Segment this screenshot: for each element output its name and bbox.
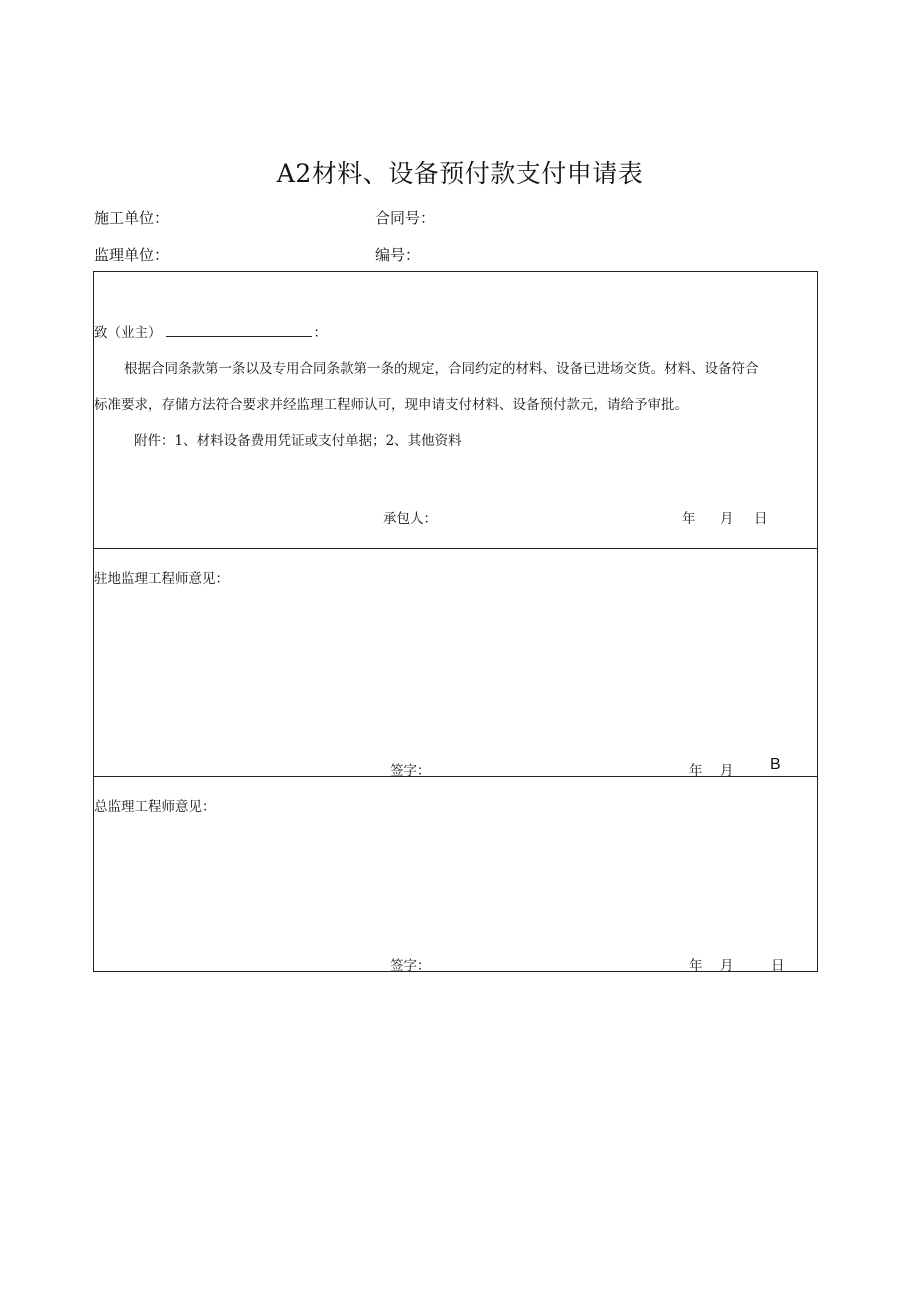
date-year-label: 年 [689, 958, 703, 974]
chief-engineer-opinion-heading: 总监理工程师意见： [94, 799, 216, 815]
date-year-label: 年 [689, 763, 703, 779]
date-month-label: 月 [720, 763, 734, 779]
section-divider [94, 776, 817, 777]
contractor-signer-label: 承包人： [383, 511, 437, 527]
recipient-blank[interactable] [166, 323, 312, 337]
page-title: A2材料、设备预付款支付申请表 [276, 159, 644, 188]
date-day-label: B [770, 756, 781, 773]
chief-engineer-sign-label: 签字： [390, 958, 431, 974]
application-form-table [93, 271, 818, 972]
request-paragraph-line1: 根据合同条款第一条以及专用合同条款第一条的规定，合同约定的材料、设备已进场交货。材料、设备符合 [124, 361, 759, 377]
attachment-line: 附件：1、材料设备费用凭证或支付单据；2、其他资料 [134, 433, 462, 449]
date-day-label: 日 [771, 958, 785, 974]
contract-no-label: 合同号： [375, 209, 436, 227]
supervision-unit-label: 监理单位： [94, 246, 170, 264]
date-month-label: 月 [720, 511, 734, 527]
date-day-label: 日 [754, 511, 768, 527]
recipient-label: 致（业主） [94, 325, 162, 341]
date-month-label: 月 [720, 958, 734, 974]
section-divider [94, 548, 817, 549]
recipient-line [94, 321, 327, 341]
resident-engineer-sign-label: 签字： [390, 763, 431, 779]
construction-unit-label: 施工单位： [94, 209, 170, 227]
serial-no-label: 编号： [375, 246, 421, 264]
date-year-label: 年 [682, 511, 696, 527]
resident-engineer-opinion-heading: 驻地监理工程师意见： [94, 571, 229, 587]
recipient-colon: ： [313, 325, 327, 341]
request-paragraph-line2: 标准要求，存储方法符合要求并经监理工程师认可，现申请支付材料、设备预付款元，请给予审批。 [94, 397, 688, 413]
